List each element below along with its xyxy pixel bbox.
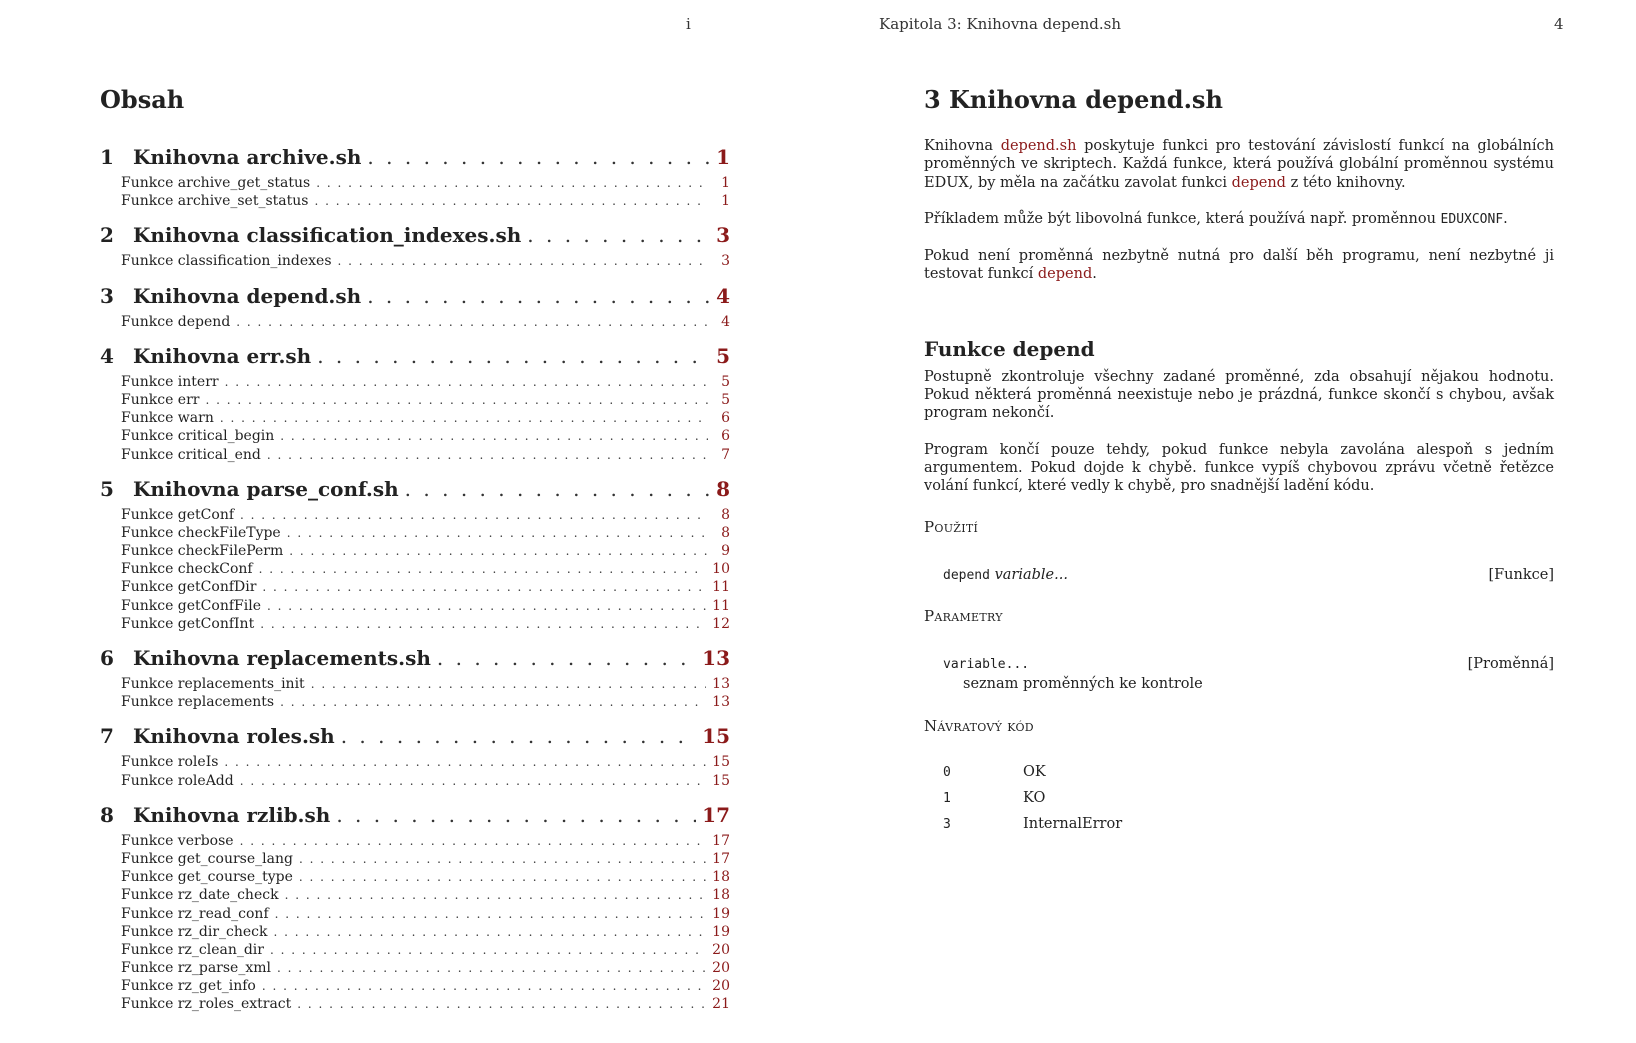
toc-section-entry[interactable]: [100, 507, 730, 525]
leader-dots: [314, 194, 708, 208]
section-page-link[interactable]: 20: [712, 978, 730, 995]
page-number-left: i: [686, 15, 691, 33]
return-text: OK: [1023, 764, 1046, 781]
toc-section-entry[interactable]: [100, 676, 730, 694]
section-page-link[interactable]: 8: [721, 506, 730, 523]
running-head: Kapitola 3: Knihovna depend.sh: [879, 15, 1122, 33]
section-title: Funkce get_course_lang: [121, 850, 293, 867]
toc-section-entry[interactable]: [100, 525, 730, 543]
section-page-link[interactable]: 1: [721, 193, 730, 210]
toc-chapter: [100, 477, 730, 634]
param-name: variable...: [943, 657, 1030, 673]
chapter-page: [818, 0, 1636, 1043]
leader-dots: [262, 580, 706, 594]
section-heading: Funkce depend: [924, 336, 1095, 361]
section-title: Funkce replacements: [121, 694, 275, 711]
chapter-title: Knihovna classification_indexes.sh: [133, 223, 522, 248]
leader-dots: [240, 834, 707, 848]
usage-label: Použití: [924, 517, 979, 536]
toc-chapter: [100, 724, 730, 790]
leader-dots: [437, 646, 696, 670]
toc-chapter: [100, 284, 730, 332]
leader-dots: [220, 411, 708, 425]
toc-section-entry[interactable]: [100, 374, 730, 392]
toc-chapter: [100, 344, 730, 465]
toc-chapter-entry[interactable]: [100, 344, 730, 374]
chapter-page-link[interactable]: 8: [716, 476, 730, 501]
page-number-right: 4: [1554, 15, 1564, 33]
depend-sh-link[interactable]: depend.sh: [1000, 138, 1077, 154]
chapter-content: [924, 85, 1554, 841]
section-page-link[interactable]: 19: [712, 923, 730, 940]
section-page-link[interactable]: 11: [712, 579, 730, 596]
section-title: Funkce replacements_init: [121, 676, 305, 692]
section-title: Funkce rz_date_check: [121, 887, 279, 904]
return-code: 0: [943, 765, 951, 781]
leader-dots: [299, 870, 706, 884]
leader-dots: [367, 284, 710, 308]
section-title: Funkce rz_get_info: [121, 978, 256, 995]
chapter-page-link[interactable]: 3: [716, 223, 730, 248]
return-text: KO: [1023, 790, 1046, 807]
toc-chapter-entry[interactable]: [100, 477, 730, 507]
chapter-title: Knihovna rzlib.sh: [133, 802, 331, 827]
leader-dots: [267, 448, 708, 462]
section-title: Funkce roleIs: [121, 754, 219, 771]
return-code-row: [943, 815, 1554, 841]
section-page-link[interactable]: 7: [721, 446, 730, 463]
toc-chapter: [100, 646, 730, 712]
toc-chapter-entry[interactable]: [100, 223, 730, 253]
toc-chapter: [100, 145, 730, 211]
leader-dots: [280, 429, 708, 443]
section-title: Funkce getConfInt: [121, 615, 255, 632]
text: z této knihovny.: [1285, 174, 1406, 191]
return-code: 1: [943, 791, 951, 807]
leader-dots: [367, 145, 710, 169]
toc-section-entry[interactable]: [100, 942, 730, 960]
text: Příkladem může být libovolná funkce, která používá např. proměnnou: [924, 210, 1441, 227]
params-label: Parametry: [924, 607, 1003, 626]
leader-dots: [405, 477, 710, 501]
leader-dots: [275, 907, 707, 921]
section-page-link[interactable]: 4: [721, 313, 730, 330]
leader-dots: [527, 223, 710, 247]
chapter-heading: 3 Knihovna depend.sh: [924, 85, 1223, 114]
section-title: Funkce rz_clean_dir: [121, 941, 264, 958]
section-title: Funkce archive_get_status: [121, 175, 311, 191]
return-code-row: [943, 763, 1554, 789]
section-page-link[interactable]: 6: [721, 410, 730, 427]
toc-section-entry[interactable]: [100, 694, 730, 712]
section-title: Funkce getConfFile: [121, 597, 261, 614]
section-title: Funkce getConf: [121, 506, 235, 523]
section-title: Funkce classification_indexes: [121, 253, 332, 270]
section-page-link[interactable]: 15: [712, 754, 730, 771]
chapter-number: 2: [100, 223, 114, 248]
leader-dots: [277, 961, 706, 975]
chapter-page-link[interactable]: 5: [716, 343, 730, 368]
return-code: 3: [943, 817, 951, 833]
section-page-link[interactable]: 17: [712, 832, 730, 849]
leader-dots: [240, 774, 706, 788]
chapter-title: Knihovna err.sh: [133, 343, 312, 368]
chapter-page-link[interactable]: 1: [716, 145, 730, 169]
section-page-link[interactable]: 18: [712, 887, 730, 904]
section-title: Funkce checkFilePerm: [121, 543, 284, 560]
section-paragraph-2: Program končí pouze tehdy, pokud funkce nebyla zavolána alespoň s jedním argumentem. Pokud dojde k chybě. funkce vypíš chybovou zprávu včetně řetězce volání funkcí, které vedly k chybě, pro snadnější ladění kódu.: [924, 441, 1554, 495]
toc-chapter-entry[interactable]: [100, 646, 730, 676]
leader-dots: [299, 852, 706, 866]
section-title: Funkce rz_read_conf: [121, 905, 269, 922]
toc-chapter-entry[interactable]: [100, 803, 730, 833]
return-label: Návratový kód: [924, 717, 1034, 736]
toc-section-entry[interactable]: [100, 175, 730, 193]
section-title: Funkce rz_dir_check: [121, 923, 268, 940]
section-title: Funkce err: [121, 391, 200, 408]
leader-dots: [224, 755, 706, 769]
param-description: seznam proměnných ke kontrole: [963, 675, 1203, 692]
toc-chapter-entry[interactable]: [100, 145, 730, 175]
param-definition: [924, 655, 1554, 674]
chapter-page-link[interactable]: 15: [702, 724, 730, 749]
section-title: Funkce rz_roles_extract: [121, 996, 292, 1013]
toc-chapter: [100, 223, 730, 271]
usage-definition: [924, 566, 1554, 585]
chapter-number: 7: [100, 724, 114, 749]
section-page-link[interactable]: 6: [721, 428, 730, 445]
section-title: Funkce interr: [121, 373, 219, 390]
depend-link-2[interactable]: depend: [1037, 266, 1093, 283]
toc-section-entry[interactable]: [100, 851, 730, 869]
section-title: Funkce warn: [121, 410, 214, 427]
chapter-title: Knihovna roles.sh: [133, 724, 335, 749]
chapter-number: 4: [100, 343, 114, 368]
toc-section-entry[interactable]: [100, 754, 730, 772]
leader-dots: [259, 562, 707, 576]
leader-dots: [316, 176, 708, 190]
section-page-link[interactable]: 13: [712, 676, 730, 692]
section-page-link[interactable]: 20: [712, 960, 730, 977]
toc-section-entry[interactable]: [100, 579, 730, 597]
toc-section-entry[interactable]: [100, 543, 730, 561]
section-page-link[interactable]: 9: [721, 543, 730, 560]
section-page-link[interactable]: 15: [712, 772, 730, 789]
section-page-link[interactable]: 20: [712, 941, 730, 958]
param-kind: [Proměnná]: [1467, 656, 1554, 673]
leader-dots: [311, 677, 706, 691]
leader-dots: [236, 315, 708, 329]
leader-dots: [267, 599, 706, 613]
toc-section-entry[interactable]: [100, 314, 730, 332]
chapter-page-link[interactable]: 17: [702, 802, 730, 827]
toc-section-entry[interactable]: [100, 561, 730, 579]
intro-paragraph-1: [924, 137, 1554, 192]
leader-dots: [338, 254, 709, 268]
section-page-link[interactable]: 10: [712, 561, 730, 578]
section-title: Funkce checkConf: [121, 561, 253, 578]
chapter-title: Knihovna replacements.sh: [133, 646, 431, 670]
toc-section-entry[interactable]: [100, 598, 730, 616]
section-title: Funkce roleAdd: [121, 772, 234, 789]
toc-chapter-entry[interactable]: [100, 724, 730, 754]
leader-dots: [289, 544, 708, 558]
intro-paragraph-3: [924, 247, 1554, 284]
leader-dots: [205, 393, 708, 407]
section-title: Funkce critical_begin: [121, 428, 275, 445]
leader-dots: [287, 526, 708, 540]
return-code-table: [924, 763, 1554, 841]
leader-dots: [336, 803, 696, 827]
leader-dots: [270, 943, 706, 957]
text: poskytuje funkci pro testování závislostí funkcí na globálních proměnných ve skriptech. Každá funkce, která používá globální proměnnou systému EDUX, by měla na začátku zavolat funkci: [924, 138, 1554, 191]
toc-chapter-entry[interactable]: [100, 284, 730, 314]
toc-section-entry[interactable]: [100, 193, 730, 211]
chapter-number: 1: [100, 145, 114, 169]
leader-dots: [285, 888, 707, 902]
section-paragraph-1: Postupně zkontroluje všechny zadané proměnné, zda obsahují nějakou hodnotu. Pokud některá proměnná neexistuje nebo je prázdná, funkce skončí s chybou, avšak program nekončí.: [924, 368, 1554, 422]
toc-section-entry[interactable]: [100, 428, 730, 446]
intro-paragraph-2: [924, 210, 1554, 229]
section-title: Funkce get_course_type: [121, 869, 293, 886]
toc-title: Obsah: [100, 85, 185, 114]
text: Pokud není proměnná nezbytně nutná pro další běh programu, není nezbytné ji testovat funkcí: [924, 248, 1554, 283]
section-page-link[interactable]: 5: [721, 391, 730, 408]
return-code-row: [943, 789, 1554, 815]
chapter-page-link[interactable]: 4: [716, 283, 730, 308]
toc-section-entry[interactable]: [100, 253, 730, 271]
leader-dots: [317, 344, 710, 368]
section-page-link[interactable]: 19: [712, 905, 730, 922]
toc-chapter: [100, 803, 730, 1015]
toc-section-entry[interactable]: [100, 773, 730, 791]
section-title: Funkce depend: [121, 313, 231, 330]
toc-section-entry[interactable]: [100, 978, 730, 996]
toc-section-entry[interactable]: [100, 906, 730, 924]
toc-section-entry[interactable]: [100, 392, 730, 410]
eduxconf-code: EDUXCONF: [1440, 211, 1504, 227]
section-page-link[interactable]: 21: [712, 996, 730, 1013]
toc-list: [100, 145, 730, 1027]
leader-dots: [297, 997, 706, 1011]
section-page-link[interactable]: 5: [721, 373, 730, 390]
chapter-title: Knihovna archive.sh: [133, 145, 362, 169]
section-page-link[interactable]: 13: [712, 694, 730, 711]
section-page-link[interactable]: 17: [712, 850, 730, 867]
section-title: Funkce getConfDir: [121, 579, 257, 596]
toc-section-entry[interactable]: [100, 616, 730, 634]
usage-argument: variable...: [994, 566, 1068, 583]
usage-signature: [943, 566, 1068, 585]
chapter-page-link[interactable]: 13: [702, 646, 730, 670]
chapter-number: 3: [100, 283, 114, 308]
section-page-link[interactable]: 3: [721, 253, 730, 270]
chapter-title: Knihovna parse_conf.sh: [133, 476, 399, 501]
toc-section-entry[interactable]: [100, 447, 730, 465]
leader-dots: [240, 508, 708, 522]
section-page-link[interactable]: 12: [712, 615, 730, 632]
toc-section-entry[interactable]: [100, 833, 730, 851]
section-title: Funkce archive_set_status: [121, 193, 309, 210]
usage-kind: [Funkce]: [1488, 566, 1554, 583]
return-text: InternalError: [1023, 816, 1123, 833]
toc-section-entry[interactable]: [100, 996, 730, 1014]
usage-command: depend: [943, 567, 990, 583]
leader-dots: [260, 617, 706, 631]
toc-section-entry[interactable]: [100, 924, 730, 942]
section-title: Funkce verbose: [121, 832, 234, 849]
toc-section-entry[interactable]: [100, 887, 730, 905]
leader-dots: [262, 979, 706, 993]
section-page-link[interactable]: 1: [721, 175, 730, 191]
toc-section-entry[interactable]: [100, 410, 730, 428]
section-page-link[interactable]: 8: [721, 524, 730, 541]
chapter-number: 5: [100, 476, 114, 501]
leader-dots: [280, 695, 706, 709]
section-page-link[interactable]: 11: [712, 597, 730, 614]
leader-dots: [225, 375, 708, 389]
section-title: Funkce critical_end: [121, 446, 261, 463]
chapter-title: Knihovna depend.sh: [133, 283, 362, 308]
text: Knihovna: [924, 138, 1001, 154]
section-title: Funkce checkFileType: [121, 524, 281, 541]
leader-dots: [273, 925, 706, 939]
leader-dots: [341, 724, 696, 748]
text: .: [1092, 266, 1097, 283]
chapter-number: 8: [100, 802, 114, 827]
text: .: [1503, 210, 1508, 227]
section-page-link[interactable]: 18: [712, 869, 730, 886]
toc-section-entry[interactable]: [100, 869, 730, 887]
depend-link[interactable]: depend: [1231, 174, 1286, 191]
chapter-number: 6: [100, 646, 114, 670]
section-title: Funkce rz_parse_xml: [121, 960, 271, 977]
toc-section-entry[interactable]: [100, 960, 730, 978]
